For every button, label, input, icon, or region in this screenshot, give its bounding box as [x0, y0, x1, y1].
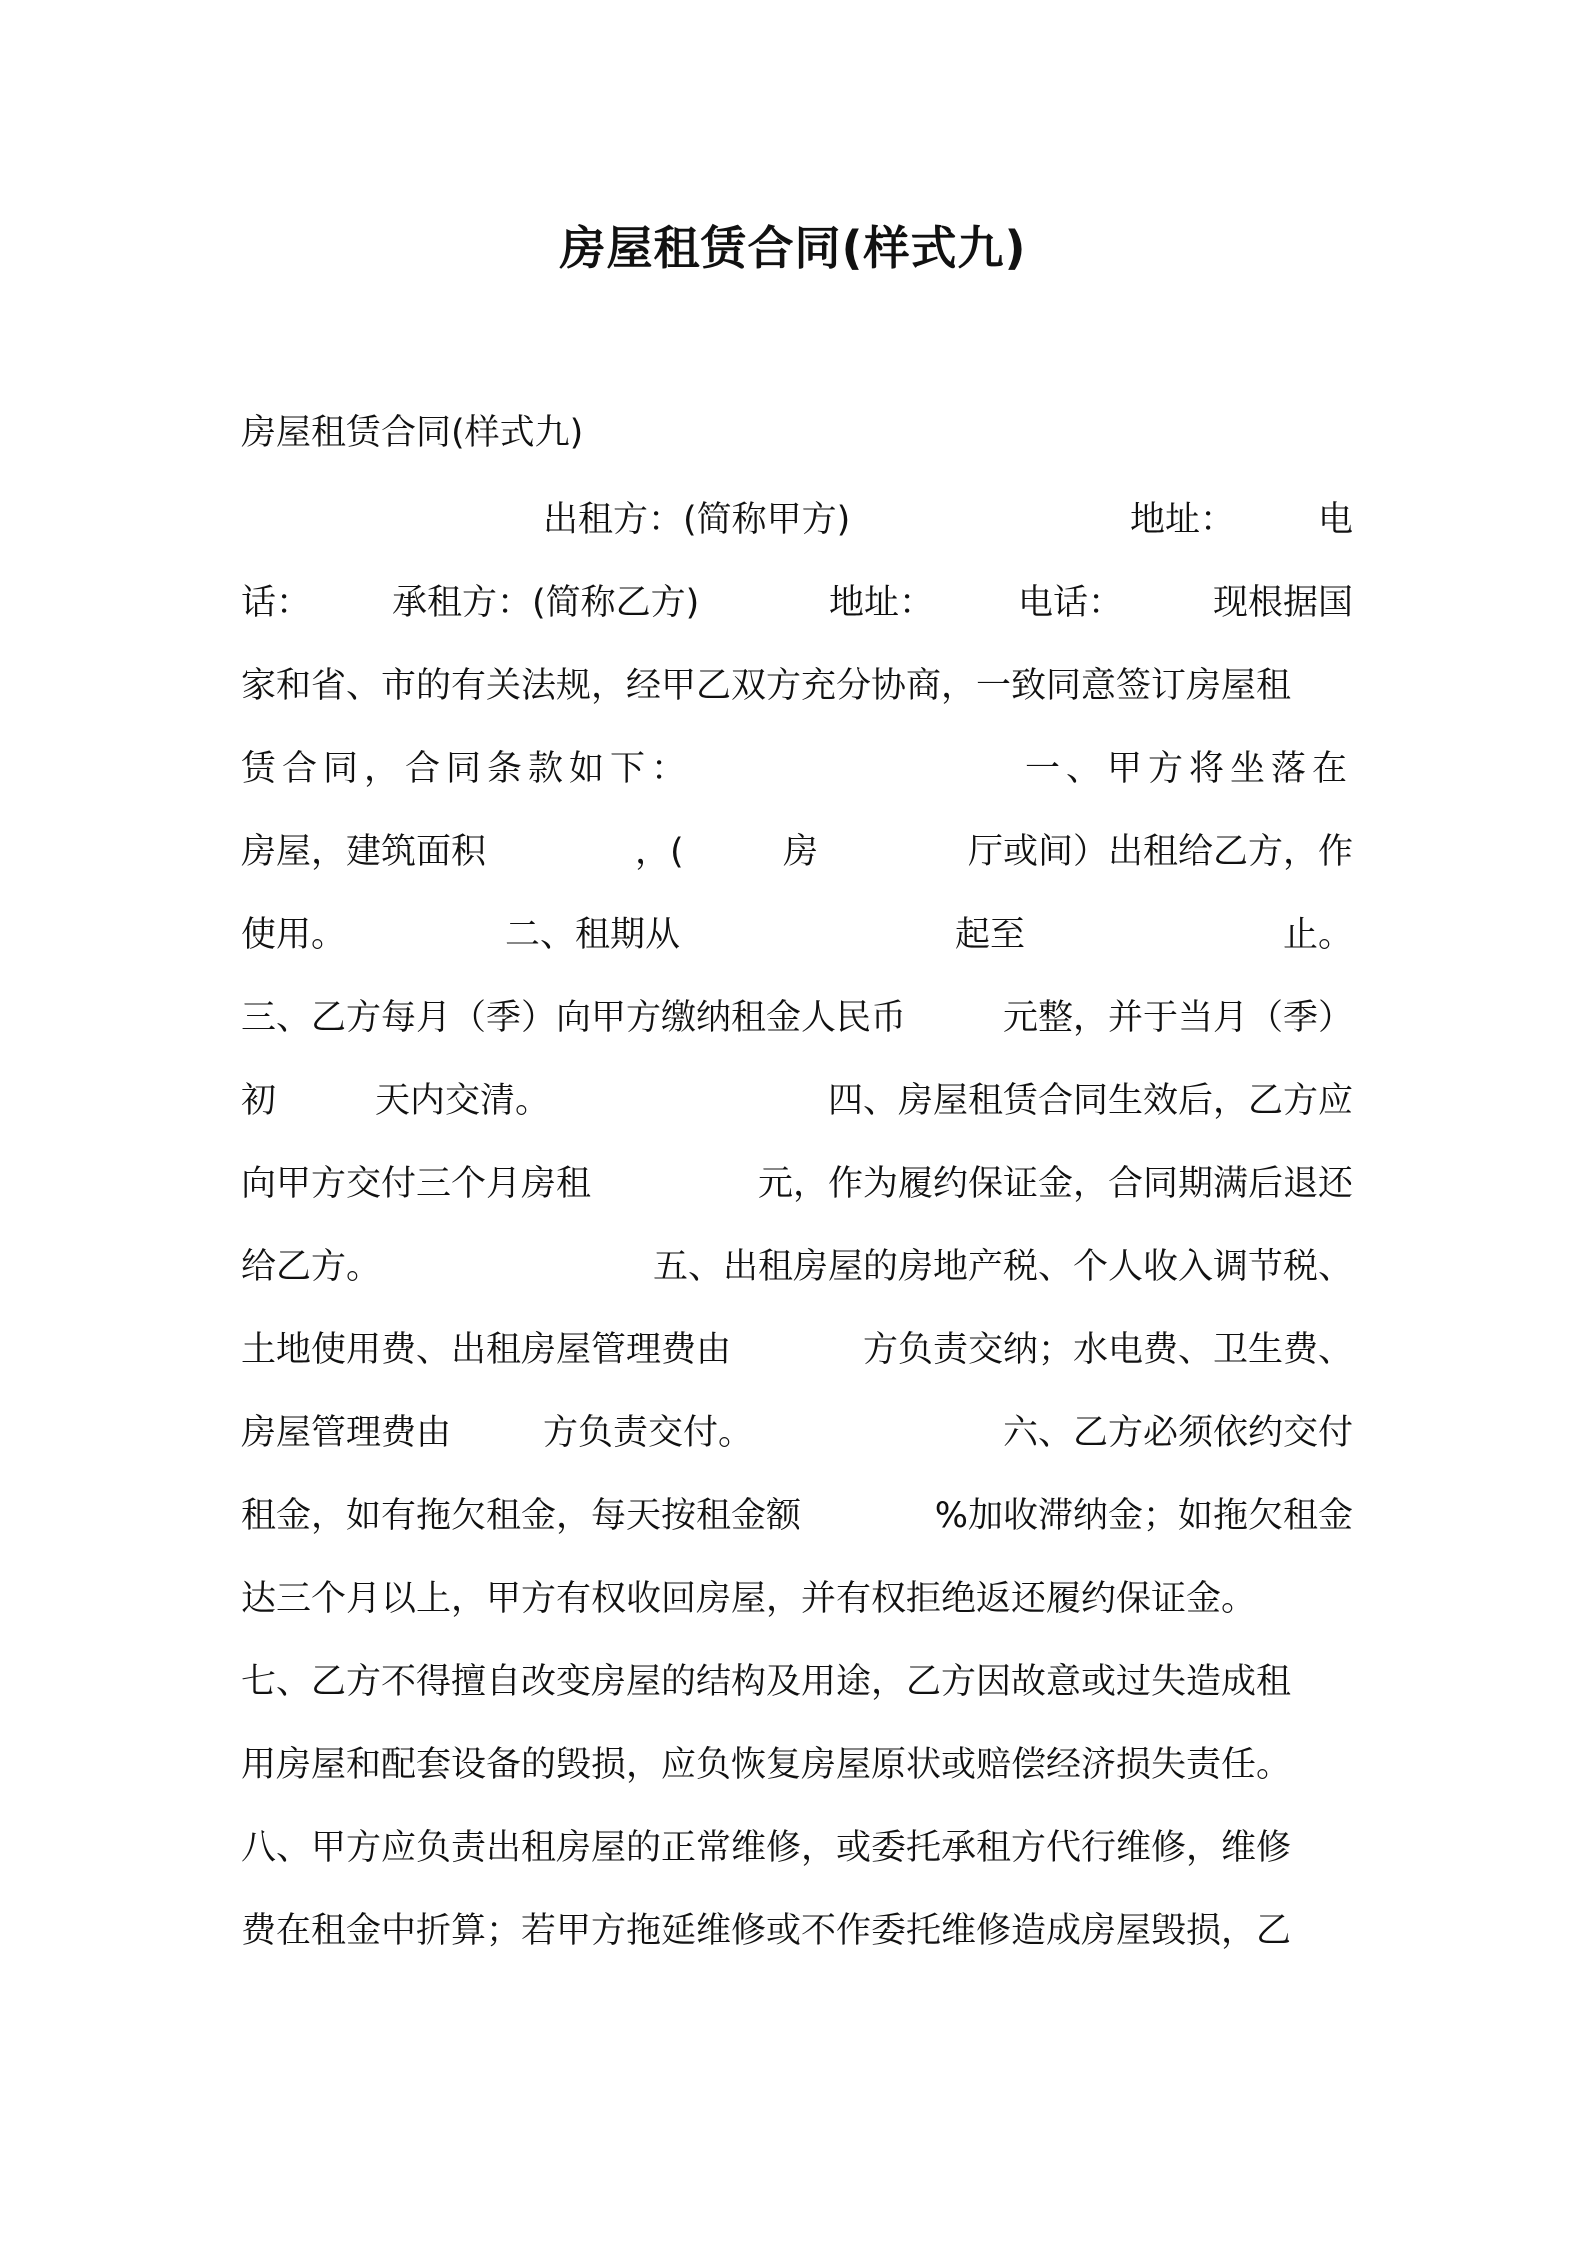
text-segment: 使用。	[241, 915, 347, 955]
text-segment: 电	[1317, 500, 1353, 540]
text-segment: 房屋，建筑面积	[241, 832, 487, 872]
text-segment: 一、甲方将坐落在	[1024, 749, 1353, 789]
text-segment: 达三个月以上，甲方有权收回房屋，并有权拒绝返还履约保证金。	[241, 1579, 1257, 1619]
text-segment: 土地使用费、出租房屋管理费由	[241, 1330, 732, 1370]
text-segment: 七、乙方不得擅自改变房屋的结构及用途，乙方因故意或过失造成租	[241, 1662, 1292, 1702]
text-segment: 家和省、市的有关法规，经甲乙双方充分协商，一致同意签订房屋租	[241, 666, 1292, 706]
text-segment: 三、乙方每月（季）向甲方缴纳租金人民币	[241, 998, 907, 1038]
text-segment: 四、房屋租赁合同生效后，乙方应	[827, 1081, 1353, 1121]
text-segment: 电话：	[1018, 583, 1124, 623]
text-segment: 六、乙方必须依约交付	[1002, 1413, 1353, 1453]
text-segment: 八、甲方应负责出租房屋的正常维修，或委托承租方代行维修，维修	[241, 1828, 1292, 1868]
text-segment: ，(	[635, 832, 684, 872]
text-segment: 地址：	[829, 583, 935, 623]
text-segment: 初	[241, 1081, 277, 1121]
document-title: 房屋租赁合同(样式九)	[559, 221, 1027, 275]
text-segment: 用房屋和配套设备的毁损，应负恢复房屋原状或赔偿经济损失责任。	[241, 1745, 1292, 1785]
text-segment: 出租方：(简称甲方)	[543, 500, 851, 540]
text-segment: 元，作为履约保证金，合同期满后退还	[757, 1164, 1353, 1204]
text-segment: 话：	[241, 583, 312, 623]
text-segment: 方负责交纳；水电费、卫生费、	[862, 1330, 1353, 1370]
text-segment: 二、租期从	[505, 915, 681, 955]
text-segment: 向甲方交付三个月房租	[241, 1164, 592, 1204]
text-segment: 五、出租房屋的房地产税、个人收入调节税、	[652, 1247, 1353, 1287]
text-segment: 天内交清。	[375, 1081, 551, 1121]
text-segment: 承租方：(简称乙方)	[392, 583, 700, 623]
document-subtitle: 房屋租赁合同(样式九)	[241, 413, 584, 453]
text-segment: 给乙方。	[241, 1247, 382, 1287]
text-segment: 租金，如有拖欠租金，每天按租金额	[241, 1496, 802, 1536]
text-segment: 费在租金中折算；若甲方拖延维修或不作委托维修造成房屋毁损，乙	[241, 1911, 1292, 1951]
text-segment: 赁合同，合同条款如下：	[241, 749, 693, 789]
text-segment: 地址：	[1130, 500, 1236, 540]
text-segment: 方负责交付。	[543, 1413, 754, 1453]
text-segment: 房屋管理费由	[241, 1413, 452, 1453]
text-segment: 元整，并于当月（季）	[1002, 998, 1353, 1038]
text-segment: 起至	[955, 915, 1026, 955]
text-segment: 厅或间）出租给乙方，作	[967, 832, 1353, 872]
text-segment: 止。	[1282, 915, 1353, 955]
text-segment: 房	[783, 832, 819, 872]
text-segment: %加收滞纳金；如拖欠租金	[934, 1496, 1353, 1536]
text-segment: 现根据国	[1212, 583, 1353, 623]
